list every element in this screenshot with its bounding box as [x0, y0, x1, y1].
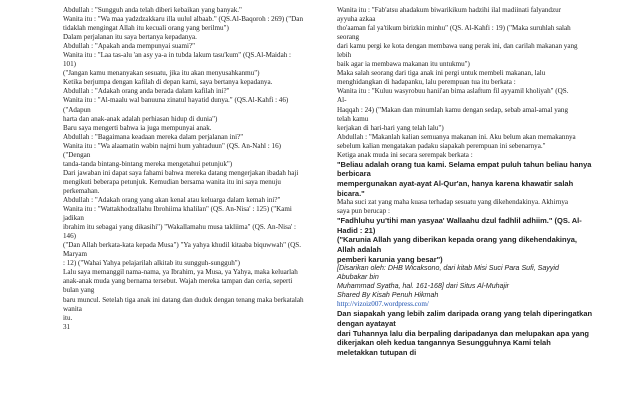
right-link-wrap [337, 300, 585, 309]
text-line: seorang [337, 33, 360, 42]
text-line: Maka salah seorang dari tiga anak ini pergi untuk membeli makanan, lalu [337, 69, 546, 78]
text-line: ("Dengan [63, 150, 91, 159]
text-line: Wanita itu : "Wattakhodzallahu Ibrohiima khalilan" (QS. An-Nisa' : 125) ("Kami [63, 205, 292, 214]
right-plain-top [337, 6, 585, 160]
text-line: perkemahan. [63, 186, 100, 195]
text-line: sebelum kalian mengatakan padaku siapakah perempuan ini sebenarnya." [337, 141, 546, 150]
bold-line: pemberi karunia yang besar") [337, 254, 443, 264]
text-line: ("Dan Allah berkata-kata kepada Musa") "Ya yahya khudil kitaaba biquwwah" (QS. [63, 241, 301, 250]
text-line: Abdullah : "Adakah orang yang akan kenal atau keluarga dalam kemah ini?" [63, 195, 281, 204]
text-line: tanda-tanda bintang-bintang mereka mengetahui petunjuk") [63, 159, 233, 168]
text-line: mengikuti beberapa petunjuk. Kemudian bersama wanita itu ini saya menuju [63, 177, 281, 186]
bold-line: bicara." [337, 188, 365, 198]
bold-line: dari Tuhannya lalu dia berpaling daripadanya dan melupakan apa yang [337, 328, 590, 338]
text-line: kerjakan di hari-hari yang telah lalu") [337, 123, 444, 132]
italic-line: Shared By Kisah Penuh Hikmah [337, 291, 439, 300]
source-link[interactable]: http://vizoiz007.wordpress.com/ [337, 300, 429, 309]
text-line: Wanita itu : "Laa tas-alu 'an asy ya-a in tubda lakum tasu'kum" (QS.Al-Maidah : [63, 51, 292, 60]
text-line: Lalu saya memanggil nama-nama, ya Ibrahim, ya Musa, ya Yahya, maka keluarlah [63, 268, 298, 277]
text-line: saya pun berucap : [337, 207, 390, 216]
left-column [63, 6, 323, 332]
right-bold-c [337, 309, 593, 357]
text-line: ("Jangan kamu menanyakan sesuatu, jika itu akan menyusahkanmu") [63, 69, 260, 78]
bold-line: mempergunakan ayat-ayat Al-Qur'an, hanya karena khawatir salah [337, 178, 574, 188]
text-line: Wanita itu : "Fab'atsu ahadakum biwarikikum hadzihi ilal madiinati falyandzur [337, 6, 562, 14]
text-line: ibrahim itu sebagai yang dikasihi") "Wakallamahu musa takliima" (QS. An-Nisa' : [63, 223, 296, 232]
text-line: Abdullah : "Makanlah kalian semuanya makanan ini. Aku belum akan memakannya [337, 132, 576, 141]
text-line: 31 [63, 322, 71, 331]
right-bold-a [337, 159, 592, 198]
text-line: Baru saya mengerti bahwa ia juga mempunyai anak. [63, 123, 212, 132]
bold-line: dikerjakan oleh kedua tangannya Sesungguhnya Kami telah [337, 338, 551, 348]
bold-line: "Fadhluhu yu'tihi man yasyaa' Wallaahu dzul fadhlil adhiim." (QS. Al- [337, 216, 582, 226]
bold-line: Hadid : 21) [337, 225, 376, 235]
text-line: Ketika berjumpa dengan kafilah di depan kami, saya bertanya kepadanya. [63, 78, 273, 87]
text-line: Maryam [63, 250, 88, 259]
text-line: Dalam perjalanan itu saya bertanya kepadanya. [63, 33, 197, 42]
text-line: Wanita itu : "Al-maalu wal banuuna zinatul hayatid dunya." (QS.Al-Kahfi : 46) [63, 96, 289, 105]
right-bold-b [337, 216, 585, 264]
text-line: wanita [63, 304, 82, 313]
text-line: anak-anak muda yang bernama tersebut. Wajah mereka tampan dan ceria, seperti [63, 277, 293, 286]
text-line: Ketiga anak muda ini secara serempak berkata : [337, 150, 473, 159]
text-line: tidaklah mengingat Allah itu kecuali orang yang berilmu") [63, 24, 229, 33]
text-line: Al- [337, 96, 347, 105]
text-line: baik agar ia membawa makanan itu untukmu") [337, 60, 470, 69]
bold-line: Allah adalah [337, 245, 382, 255]
right-plain-mid [337, 198, 585, 216]
text-line: menghidangkan di hadapanku, lalu perempuan tua itu berkata : [337, 78, 516, 87]
text-line: Abdullah : "Apakah anda mempunyai suami?" [63, 42, 196, 51]
right-italic [337, 264, 585, 300]
text-line: Haqqah : 24) ("Makan dan minumlah kamu dengan sedap, sebab amal-amal yang [337, 105, 569, 114]
italic-line: [Disarikan oleh: DHB Wicaksono, dari kitab Misi Suci Para Sufi, Sayyid [337, 264, 559, 273]
text-line: Maha suci zat yang maha kuasa terhadap sesuatu yang dikehendakinya. Akhirnya [337, 198, 569, 207]
text-line: 146) [63, 232, 77, 241]
text-line: telah kamu [337, 114, 369, 123]
text-line: : 12) ("Wahai Yahya pelajarilah alkitab itu sungguh-sungguh") [63, 259, 241, 268]
text-line: Abdullah : "Sungguh anda telah diberi kebaikan yang banyak." [63, 6, 242, 14]
bold-line: meletakkan tutupan di [337, 347, 417, 357]
bold-line: ("Karunia Allah yang diberikan kepada orang yang dikehendakinya, [337, 235, 578, 245]
text-line: bulan yang [63, 286, 95, 295]
text-line: dari kamu pergi ke kota dengan membawa uang perak ini, dan carilah makanan yang [337, 42, 578, 51]
text-line: lebih [337, 51, 352, 60]
text-line: Wanita itu : "Wa alaamatin wabin najmi hum yahtaduun" (QS. An-Nahl : 16) [63, 141, 282, 150]
text-line: tho'aaman fal ya'tikum birizkin minhu" (QS. Al-Kahfi : 19) ("Maka suruhlah salah [337, 24, 571, 33]
text-line: Wanita itu : "Wa maa yadzdzakkaru illa uulul albaab." (QS.Al-Baqoroh : 269) ("Dan [63, 15, 303, 24]
bold-line: dengan ayatayat [337, 319, 396, 329]
bold-line: berbicara [337, 169, 371, 179]
text-line: Dari jawaban ini dapat saya fahami bahwa mereka datang mengerjakan ibadah haji [63, 168, 299, 177]
right-column [337, 6, 593, 357]
text-line: itu. [63, 313, 73, 322]
text-line: Abdullah : "Adakah orang anda berada dalam kafilah ini?" [63, 87, 230, 96]
bold-line: Dan siapakah yang lebih zalim daripada orang yang telah diperingatkan [337, 309, 593, 319]
italic-line: Abubakar bin [337, 273, 379, 282]
text-line: Abdullah : "Bagaimana keadaan mereka dalam perjalanan ini?" [63, 132, 244, 141]
text-line: baru muncul. Setelah tiga anak ini datang dan duduk dengan tenang maka berkatalah [63, 295, 304, 304]
text-line: harta dan anak-anak adalah perhiasan hidup di dunia") [63, 114, 218, 123]
bold-line: "Beliau adalah orang tua kami. Selama empat puluh tahun beliau hanya [337, 159, 592, 169]
text-line: 101) [63, 60, 77, 69]
text-line: jadikan [63, 214, 84, 223]
text-line: ("Adapun [63, 105, 91, 114]
text-line: ayyuha azkaa [337, 15, 376, 24]
italic-line: Muhammad Syatha, hal. 161-168] dari Situs Al-Muhajir [337, 282, 510, 291]
text-line: Wanita itu : "Kuluu wasyrobuu hanii'an bima aslaftum fil ayyamil kholiyah" (QS. [337, 87, 569, 96]
